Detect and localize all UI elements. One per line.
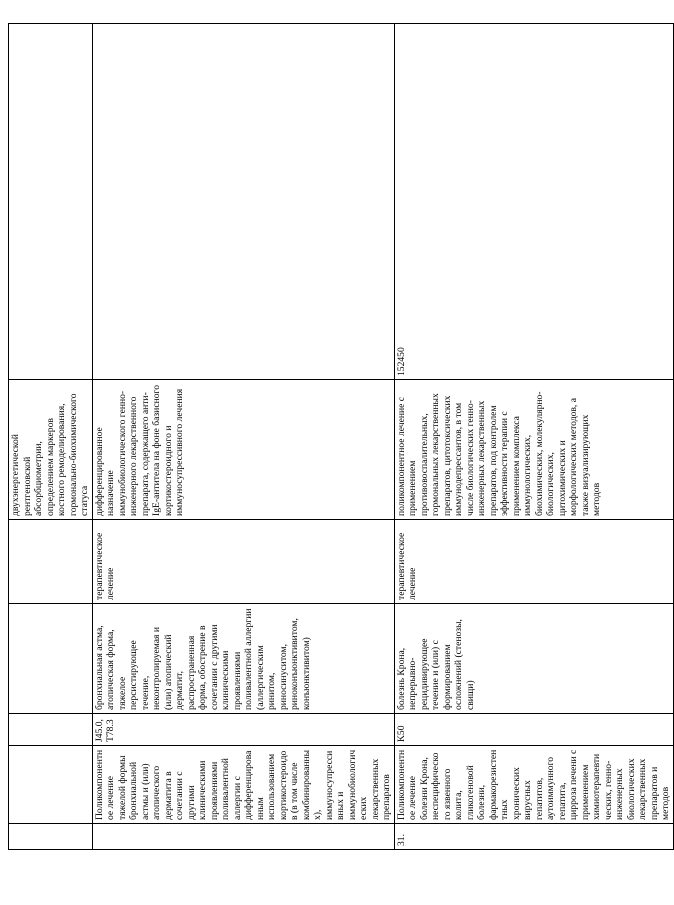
icd-code-cell: K50 (394, 714, 673, 746)
row-number-cell (9, 824, 93, 850)
rotated-page (8, 24, 671, 850)
care-profile-cell (9, 746, 93, 824)
cost-cell (9, 24, 93, 380)
table-row (394, 24, 673, 850)
diagnosis-cell: болезнь Крона, непрерывно-рецидивирующее течение и (или) с формированием осложнений (стенозы, свищи) (394, 604, 673, 714)
treatment-type-cell: терапевтическое лечение (394, 520, 673, 604)
cost-cell (92, 24, 394, 380)
treatment-method-cell: поликомпонентное лечение с применением противовоспалительных, гормональных лекарственных препаратов, цитотоксических иммунодепрессантов, в том числе биологических генно-инженерных лекарственных препаратов, под контролем эффективности терапии с применением комплекса иммунологических, биохимических, молекулярно-биологических, цитохимических и морфологических методов, а также визуализирующих методов (394, 380, 673, 520)
treatment-type-cell: терапевтическое лечение (92, 520, 394, 604)
treatment-method-cell: двухэнергетической рентгеновской абсорбциометрии, определением маркеров костного ремоделирования, гормонально-биохимического статуса (9, 380, 93, 520)
treatment-method-cell: дифференцированное назначение иммунобиологического генно-инженерного лекарственного препарата, содержащего анти-IgE-антитела на фоне базисного кортикостероидного и иммуносупрессивного лечения (92, 380, 394, 520)
icd-code-cell (9, 714, 93, 746)
care-profile-cell: Поликомпонентное лечение тяжелой формы бронхиальной астмы и (или) атопического дерматита в сочетании с другими клиническими проявлениями поливалентной аллергии с дифференцированным использованием кортикостероидов (в том числе комбинированных), иммуносупрессивных и иммунобиологических лекарственных препаратов (92, 746, 394, 824)
row-number-cell: 31. (394, 824, 673, 850)
treatment-type-cell (9, 520, 93, 604)
diagnosis-cell: бронхиальная астма, атопическая форма, тяжелое персистирующее течение, неконтролируемая и (или) атопический дерматит, распространенная форма, обострение в сочетании с другими клиническими проявлениями поливалентной аллергии (аллергическим ринитом, риносинуситом, риноконъюнктивитом, конъюнктивитом) (92, 604, 394, 714)
row-number-cell (92, 824, 394, 850)
care-profile-cell: Поликомпонентное лечение болезни Крона, неспецифического язвенного колита, гликогеновой болезни, фармакорезистентных хронических вирусных гепатитов, аутоиммунного гепатита, цирроза печени с применением химиотерапевтических, генно-инженерных биологических лекарственных препаратов и методов (394, 746, 673, 824)
table-row (92, 24, 394, 850)
icd-code-cell: J45.0, T78.3 (92, 714, 394, 746)
cost-cell: 152450 (394, 24, 673, 380)
diagnosis-cell (9, 604, 93, 714)
table-row (9, 24, 93, 850)
medical-care-table (8, 23, 674, 850)
